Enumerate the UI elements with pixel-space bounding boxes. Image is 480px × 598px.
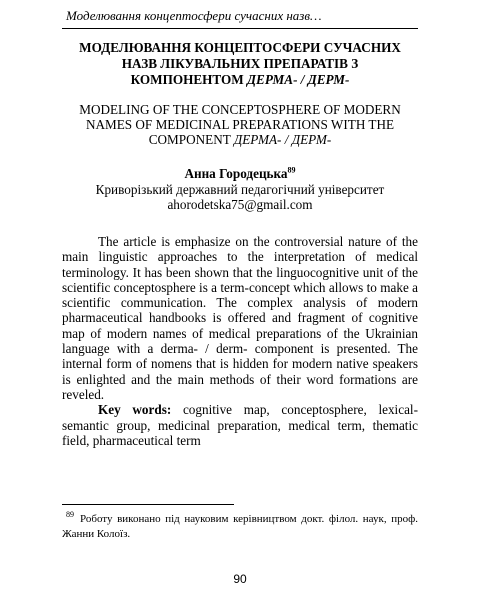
author-email[interactable]: ahorodetska75@gmail.com — [167, 197, 313, 212]
running-header: Моделювання концептосфери сучасних назв… — [66, 8, 322, 23]
footnote-mark: 89 — [66, 510, 74, 520]
title-uk-component: ДЕРМА- / ДЕРМ- — [247, 72, 350, 87]
keywords-label: Key words: — [98, 402, 172, 418]
title-english — [60, 102, 420, 147]
header-rule — [62, 28, 418, 29]
author-block — [60, 166, 420, 213]
footnote-text: Роботу виконано під науковим керівництвом докт. філол. наук, проф. Жанни Колоїз. — [62, 513, 418, 540]
author-name: Анна Городецька — [184, 166, 288, 181]
abstract — [62, 234, 418, 448]
author-line — [60, 166, 420, 182]
title-en-line: MODELING OF THE CONCEPTOSPHERE OF MODERN — [79, 102, 401, 117]
title-uk-line: МОДЕЛЮВАННЯ КОНЦЕПТОСФЕРИ СУЧАСНИХ — [79, 40, 401, 55]
title-ukrainian — [60, 40, 420, 88]
title-uk-line: НАЗВ ЛІКУВАЛЬНИХ ПРЕПАРАТІВ З — [121, 56, 359, 71]
footnote — [62, 512, 418, 542]
footnote-rule — [62, 504, 234, 505]
title-en-line: NAMES OF MEDICINAL PREPARATIONS WITH THE — [85, 117, 395, 132]
author-footnote-ref: 89 — [287, 165, 296, 175]
title-en-component: ДЕРМА- / ДЕРМ- — [233, 132, 332, 147]
page-number: 90 — [233, 572, 247, 586]
title-en-prefix: COMPONENT — [148, 132, 231, 147]
keywords-paragraph — [62, 402, 418, 448]
author-affiliation: Криворізький державний педагогічний університет — [95, 181, 385, 197]
title-uk-line — [60, 72, 420, 88]
abstract-text: The article is emphasize on the controversial nature of the main linguistic approaches to the interpretation of medical terminology. It has been shown that the linguocognitive unit of the scientific conceptosphere is a term-concept which allows to make a scientific communication. The complex analysis of modern pharmaceutical handbooks is offered and fragment of cognitive map of modern names of medical preparations of the Ukrainian language with a derma- / derm- component is presented. The internal form of nomens that is hidden for modern native speakers is enlighted and the main methods of their word formations are reveled. — [62, 234, 418, 402]
title-uk-prefix: КОМПОНЕНТОМ — [130, 72, 244, 87]
keywords-text: cognitive map, conceptosphere, lexical-semantic group, medicinal preparation, medical term, thematic field, pharmaceutical term — [62, 402, 418, 448]
title-en-line — [60, 132, 420, 147]
